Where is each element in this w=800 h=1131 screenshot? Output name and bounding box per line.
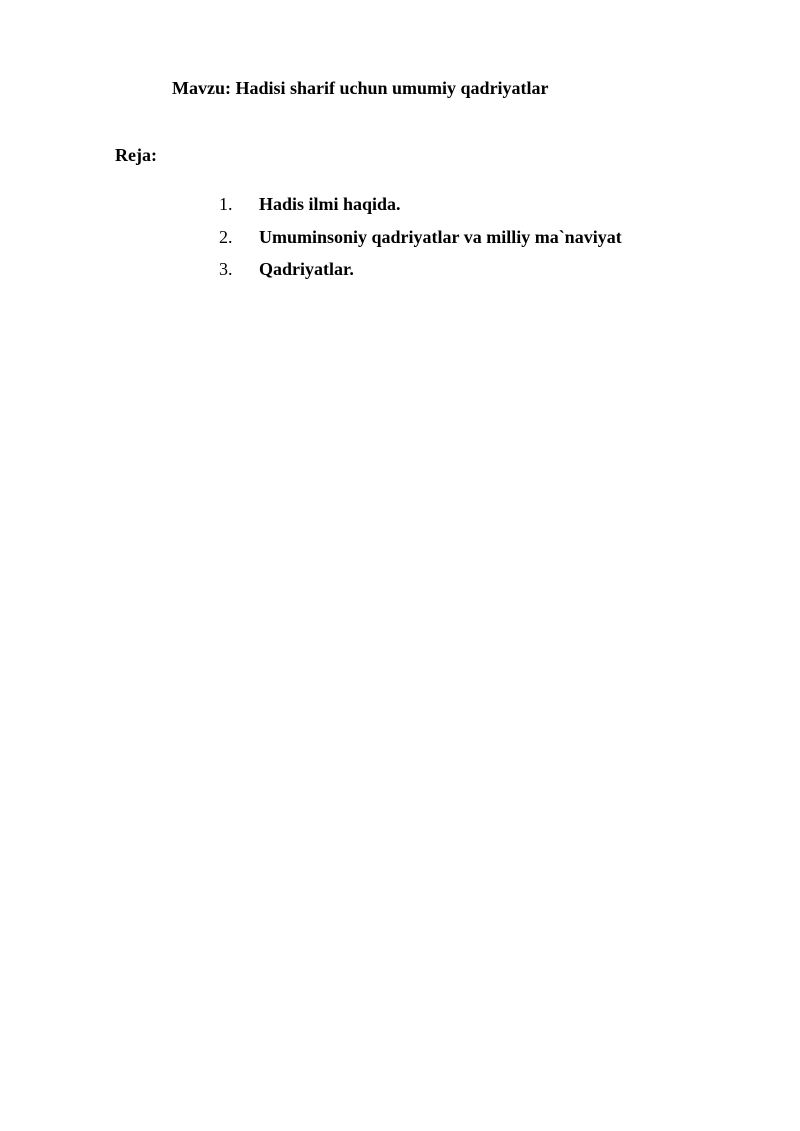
- plan-heading: Reja:: [115, 145, 157, 165]
- list-item-number: 1.: [219, 194, 233, 214]
- plan-list: [219, 192, 622, 290]
- list-item-number: 3.: [219, 259, 233, 279]
- list-item: [219, 192, 622, 225]
- document-title: Mavzu: Hadisi sharif uchun umumiy qadriyatlar: [172, 78, 549, 98]
- list-item-text: Qadriyatlar.: [259, 259, 354, 279]
- list-item: [219, 225, 622, 258]
- list-item-text: Hadis ilmi haqida.: [259, 194, 401, 214]
- list-item-number: 2.: [219, 226, 233, 247]
- list-item-text: Umuminsoniy qadriyatlar va milliy ma`naviyat: [259, 226, 622, 247]
- list-item: [219, 257, 622, 290]
